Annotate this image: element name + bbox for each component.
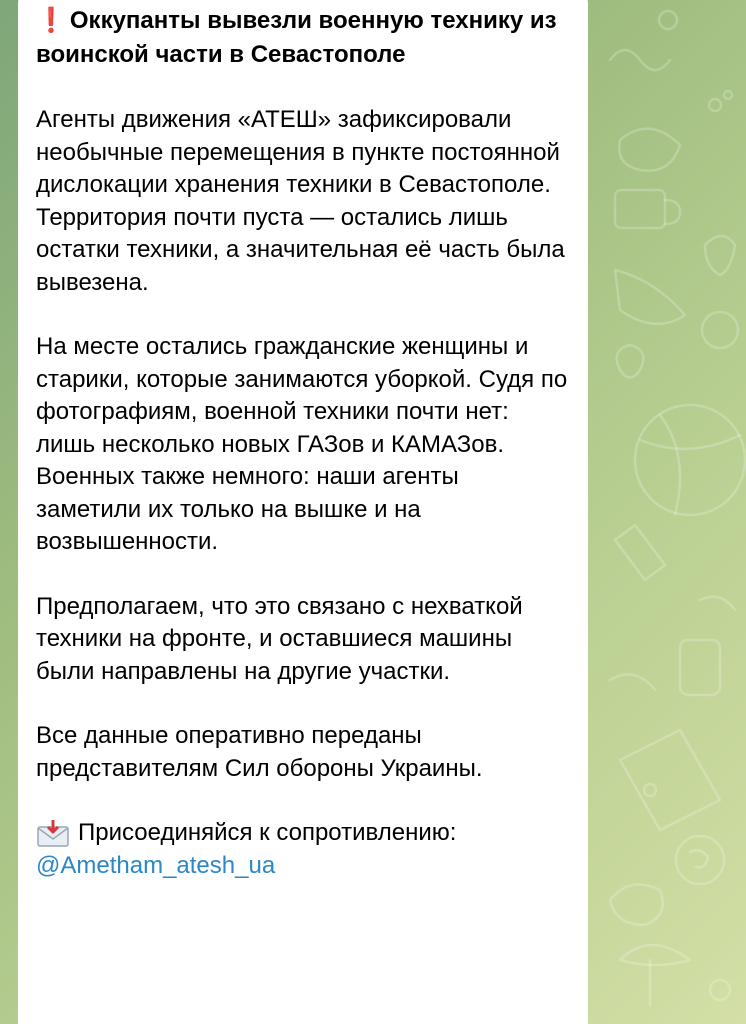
join-text: Присоединяйся к сопротивлению: <box>78 819 457 846</box>
post-paragraph: На месте остались гражданские женщины и старики, которые занимаются уборкой. Судя по фотографиям, военной техники почти нет: лишь несколько новых ГАЗов и КАМАЗов. Военных также немного: наши агенты заметили их только на вышке и на возвышенности. <box>36 333 568 555</box>
join-call-to-action <box>36 817 570 850</box>
red-exclamation-icon: ❗ <box>36 7 66 34</box>
envelope-incoming-icon <box>36 819 70 847</box>
post-paragraph: Агенты движения «АТЕШ» зафиксировали необычные перемещения в пункте постоянной дислокации хранения техники в Севастополе. Территория почти пуста — остались лишь остатки техники, а значительная её часть была вывезена. <box>36 106 565 296</box>
post-title <box>36 4 570 72</box>
post-paragraph: Все данные оперативно переданы представителям Сил обороны Украины. <box>36 722 483 782</box>
message-bubble <box>18 0 588 1024</box>
post-title-text: Оккупанты вывезли военную технику из воинской части в Севастополе <box>36 7 557 68</box>
channel-link[interactable]: @Ametham_atesh_ua <box>36 851 276 879</box>
post-paragraph: Предполагаем, что это связано с нехваткой техники на фронте, и оставшиеся машины были направлены на другие участки. <box>36 592 523 685</box>
